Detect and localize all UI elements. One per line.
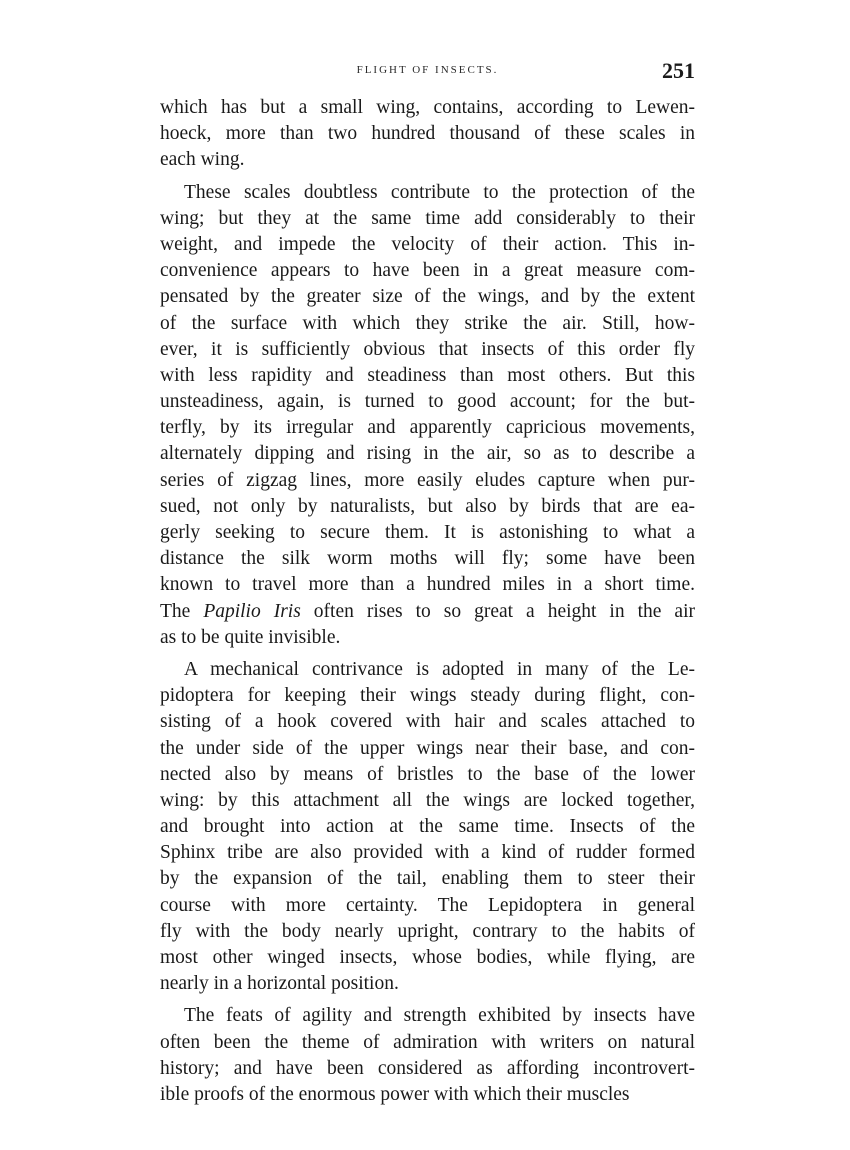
text-line: and brought into action at the same time. Insects of the	[160, 816, 695, 838]
text-line: ible proofs of the enormous power with which their muscles	[160, 1083, 630, 1105]
text-line: The feats of agility and strength exhibited by insects have	[184, 1005, 695, 1027]
text-line: pidoptera for keeping their wings steady during flight, con-	[160, 685, 695, 707]
text-line: course with more certainty. The Lepidoptera in general	[160, 894, 695, 916]
body-text	[160, 95, 695, 1108]
text-line: pensated by the greater size of the wings, and by the extent	[160, 286, 695, 308]
text-line: These scales doubtless contribute to the protection of the	[184, 181, 695, 203]
text-line: each wing.	[160, 149, 245, 171]
text-line: weight, and impede the velocity of their action. This in-	[160, 233, 695, 255]
running-title: FLIGHT OF INSECTS.	[356, 64, 499, 76]
text-line: sued, not only by naturalists, but also by birds that are ea-	[160, 495, 695, 517]
text-line: with less rapidity and steadiness than most others. But this	[160, 364, 695, 386]
text-line: known to travel more than a hundred miles in a short time.	[160, 574, 695, 596]
text-line: often been the theme of admiration with writers on natural	[160, 1031, 695, 1053]
text-line: distance the silk worm moths will fly; some have been	[160, 548, 695, 570]
text-line: nearly in a horizontal position.	[160, 973, 399, 995]
text-line: ever, it is sufficiently obvious that insects of this order fly	[160, 338, 695, 360]
text-line: most other winged insects, whose bodies, while flying, are	[160, 947, 695, 968]
text-line: A mechanical contrivance is adopted in many of the Le-	[184, 658, 695, 680]
text-line: the under side of the upper wings near their base, and con-	[160, 737, 695, 759]
text-line: which has but a small wing, contains, according to Lewen-	[160, 97, 695, 118]
text-line: by the expansion of the tail, enabling them to steer their	[160, 868, 695, 890]
text-line: alternately dipping and rising in the air, so as to describe a	[160, 443, 695, 465]
text-line: fly with the body nearly upright, contrary to the habits of	[160, 920, 695, 942]
text-line: as to be quite invisible.	[160, 626, 341, 648]
text-line: history; and have been considered as affording incontrovert-	[160, 1057, 695, 1079]
text-line: wing: by this attachment all the wings are locked together,	[160, 789, 695, 811]
text-line: of the surface with which they strike the air. Still, how-	[160, 312, 695, 334]
text-line: convenience appears to have been in a great measure com-	[160, 260, 695, 282]
text-line: sisting of a hook covered with hair and scales attached to	[160, 711, 695, 733]
paragraph	[160, 1003, 695, 1108]
text-line: Sphinx tribe are also provided with a kind of rudder formed	[160, 842, 695, 864]
paragraph	[160, 180, 695, 651]
paragraph	[160, 657, 695, 997]
text-line: wing; but they at the same time add considerably to their	[160, 207, 695, 229]
text-line: unsteadiness, again, is turned to good account; for the but-	[160, 391, 695, 413]
text-line: series of zigzag lines, more easily eludes capture when pur-	[160, 469, 695, 491]
text-line: nected also by means of bristles to the base of the lower	[160, 763, 695, 785]
page-number: 251	[662, 58, 695, 83]
text-line: gerly seeking to secure them. It is astonishing to what a	[160, 522, 695, 543]
italic-term: Papilio Iris	[203, 600, 301, 622]
text-line: hoeck, more than two hundred thousand of these scales in	[160, 123, 695, 145]
text-line: The Papilio Iris often rises to so great a height in the air	[160, 600, 695, 622]
paragraph	[160, 95, 695, 174]
text-line: terfly, by its irregular and apparently capricious movements,	[160, 417, 695, 439]
running-head	[160, 58, 695, 88]
